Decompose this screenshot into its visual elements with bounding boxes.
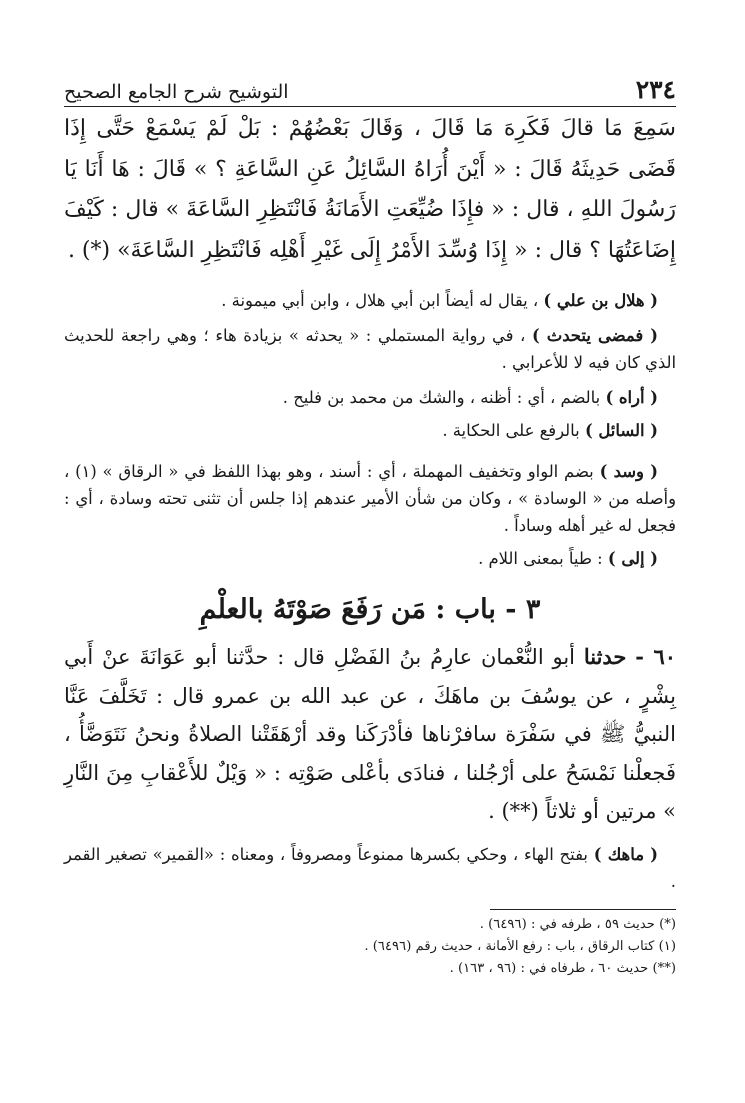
- running-title: التوشيح شرح الجامع الصحيح: [64, 81, 289, 103]
- commentary-text: بضم الواو وتخفيف المهملة ، أي : أسند ، وهو بهذا اللفظ في « الرقاق » (١) ، وأصله من « الوسادة » ، وكان من شأن الأمير عندهم إذا جلس أن تثنى تحته وسادة ، أي : فجعل له غير أهله وساداً .: [64, 462, 676, 535]
- hadith-60-block: [64, 638, 676, 831]
- page-header: [64, 62, 676, 107]
- commentary-text: ، يقال له أيضاً ابن أبي هلال ، وابن أبي ميمونة .: [221, 291, 544, 310]
- commentary-text: بالرفع على الحكاية .: [442, 421, 585, 440]
- commentary-text: بفتح الهاء ، وحكي بكسرها ممنوعاً ومصروفاً ، ومعناه : «القمير» تصغير القمر .: [64, 844, 676, 891]
- commentary-paragraph: [64, 458, 676, 539]
- hadith-60-text: أبو النُّعْمان عارِمُ بنُ الفَضْلِ قال : حدَّثنا أبو عَوَانَةَ عنْ أَبي بِشْرٍ ، عن يوسُفَ بن ماهَكَ ، عن عبد الله بن عمرو قال : تَخَلَّفَ عَنَّا النبيُّ ﷺ في سَفْرَة سافرْناها فأدْرَكَنا وقد أرْهَقَتْنا الصلاةُ ونحنُ نَتَوَضَّأُ ، فَجعلْنا نَمْسَحُ على أرْجُلنا ، فنادَى بأعْلى صَوْتِه : « وَيْلٌ للأَعْقابِ مِنَ النَّارِ » مرتين أو ثلاثاً (**) .: [64, 645, 676, 823]
- commentary-text: : طياً بمعنى اللام .: [478, 549, 608, 568]
- commentary-paragraph: [64, 322, 676, 376]
- page-number: ٢٣٤: [635, 75, 676, 104]
- footnote: (*) حديث ٥٩ ، طرفه في : (٦٤٩٦) .: [479, 916, 676, 932]
- commentary-term: ( السائل ): [584, 421, 658, 440]
- commentary-term: ( فمضى يتحدث ): [531, 326, 659, 345]
- book-page: [64, 62, 676, 980]
- footnotes: [64, 914, 676, 980]
- commentary-paragraph: [64, 384, 676, 411]
- hadith-text: سَمِعَ مَا قالَ فَكَرِهَ مَا قَالَ ، وَقَالَ بَعْضُهُمْ : بَلْ لَمْ يَسْمَعْ حَتَّى إِذَا قَضَى حَدِيثَهُ قَالَ : « أَيْنَ أُرَاهُ السَّائِلُ عَنِ السَّاعَةِ ؟ » قَالَ : هَا أَنَا يَا رَسُولَ اللهِ ، قال : « فإِذَا ضُيِّعَتِ الأَمَانَةُ فَانْتَظِرِ السَّاعَةَ » قال : كَيْفَ إِضَاعَتُهَا ؟ قال : « إِذَا وُسِّدَ الأَمْرُ إِلَى غَيْرِ أَهْلِه فَانْتَظِرِ السَّاعَةَ» (*) .: [64, 116, 676, 263]
- commentary-term: ( هلال بن علي ): [543, 291, 658, 310]
- commentary-term: ( ماهك ): [593, 844, 659, 864]
- hadith-lead-word: حدثنا: [583, 644, 627, 669]
- commentary-paragraph: [64, 545, 676, 572]
- commentary-paragraph: [64, 417, 676, 444]
- commentary-paragraph: [64, 287, 676, 314]
- hadith-number: ٦٠ -: [635, 644, 676, 669]
- commentary-term: ( وسد ): [599, 462, 658, 481]
- footnote: (١) كتاب الرقاق ، باب : رفع الأمانة ، حديث رقم (٦٤٩٦) .: [364, 938, 676, 954]
- commentary-paragraph: [64, 841, 676, 895]
- hadith-text-block: [64, 109, 676, 271]
- footnote: (**) حديث ٦٠ ، طرفاه في : (٩٦ ، ١٦٣) .: [449, 960, 676, 976]
- chapter-heading: ٣ - باب : مَن رَفَعَ صَوْتَهُ بالعلْمِ: [199, 594, 541, 625]
- commentary-text: بالضم ، أي : أظنه ، والشك من محمد بن فليح .: [282, 388, 606, 407]
- commentary-term: ( إلى ): [607, 549, 658, 568]
- commentary-text: ، في رواية المستملي : « يحدثه » بزيادة هاء ؛ وهي راجعة للحديث الذي كان فيه لا للأعرابي .: [64, 326, 676, 372]
- commentary-term: ( أراه ): [605, 388, 658, 407]
- footnote-separator: [490, 909, 676, 910]
